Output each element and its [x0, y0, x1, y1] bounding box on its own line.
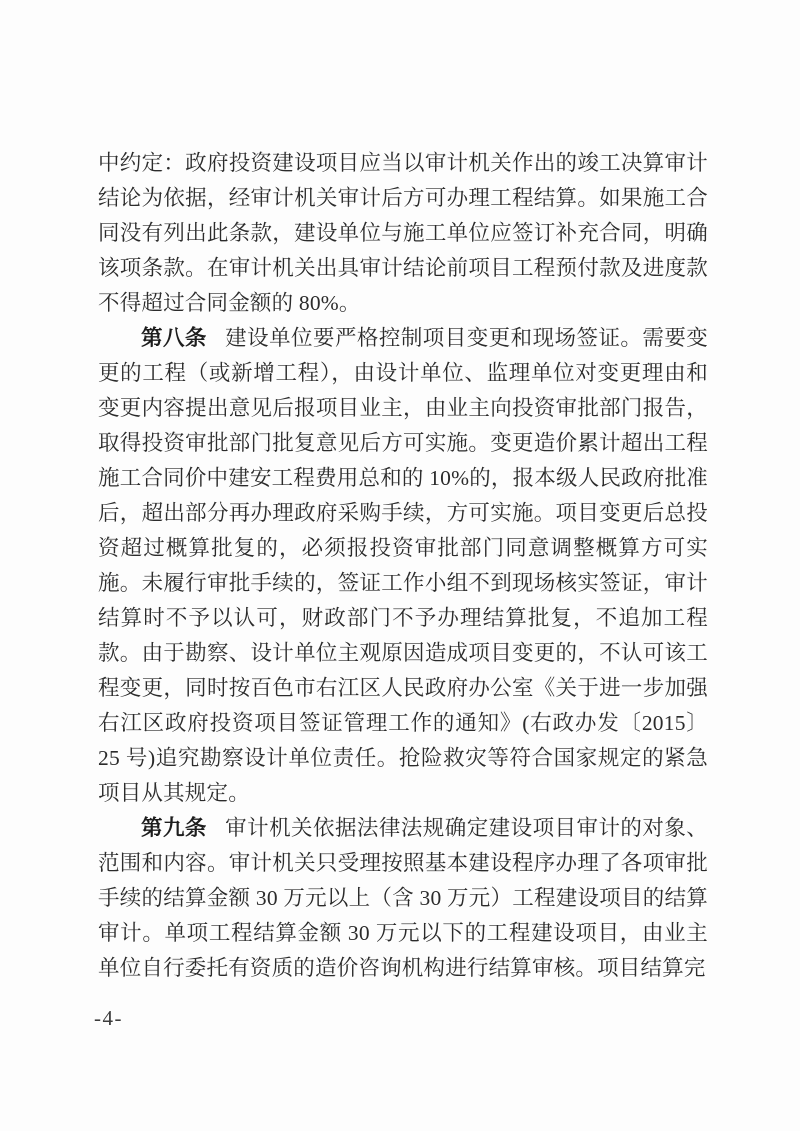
page-number: -4-	[94, 1006, 123, 1030]
article-8-heading: 第八条	[141, 326, 207, 350]
paragraph-continuation-text: 中约定：政府投资建设项目应当以审计机关作出的竣工决算审计结论为依据，经审计机关审计后方可办理工程结算。如果施工合同没有列出此条款，建设单位与施工单位应签订补充合同，明确该项条款。在审计机关出具审计结论前项目工程预付款及进度款不得超过合同金额的 80%。	[98, 151, 708, 315]
article-9-heading: 第九条	[141, 816, 207, 840]
document-body	[98, 146, 708, 986]
article-9-paragraph	[98, 811, 708, 986]
article-8-text: 建设单位要严格控制项目变更和现场签证。需要变更的工程（或新增工程），由设计单位、监理单位对变更理由和变更内容提出意见后报项目业主，由业主向投资审批部门报告，取得投资审批部门批复意见后方可实施。变更造价累计超出工程施工合同价中建安工程费用总和的 10%的，报本级人民政府批准后，超出部分再办理政府采购手续，方可实施。项目变更后总投资超过概算批复的，必须报投资审批部门同意调整概算方可实施。未履行审批手续的，签证工作小组不到现场核实签证，审计结算时不予以认可，财政部门不予办理结算批复，不追加工程款。由于勘察、设计单位主观原因造成项目变更的，不认可该工程变更，同时按百色市右江区人民政府办公室《关于进一步加强右江区政府投资项目签证管理工作的通知》(右政办发〔2015〕25 号)追究勘察设计单位责任。抢险救灾等符合国家规定的紧急项目从其规定。	[98, 326, 708, 805]
article-9-text: 审计机关依据法律法规确定建设项目审计的对象、范围和内容。审计机关只受理按照基本建设程序办理了各项审批手续的结算金额 30 万元以上（含 30 万元）工程建设项目的结算审计。单项工程结算金额 30 万元以下的工程建设项目，由业主单位自行委托有资质的造价咨询机构进行结算审核。项目结算完	[98, 816, 708, 980]
paragraph-continuation	[98, 146, 708, 321]
article-8-paragraph	[98, 321, 708, 811]
